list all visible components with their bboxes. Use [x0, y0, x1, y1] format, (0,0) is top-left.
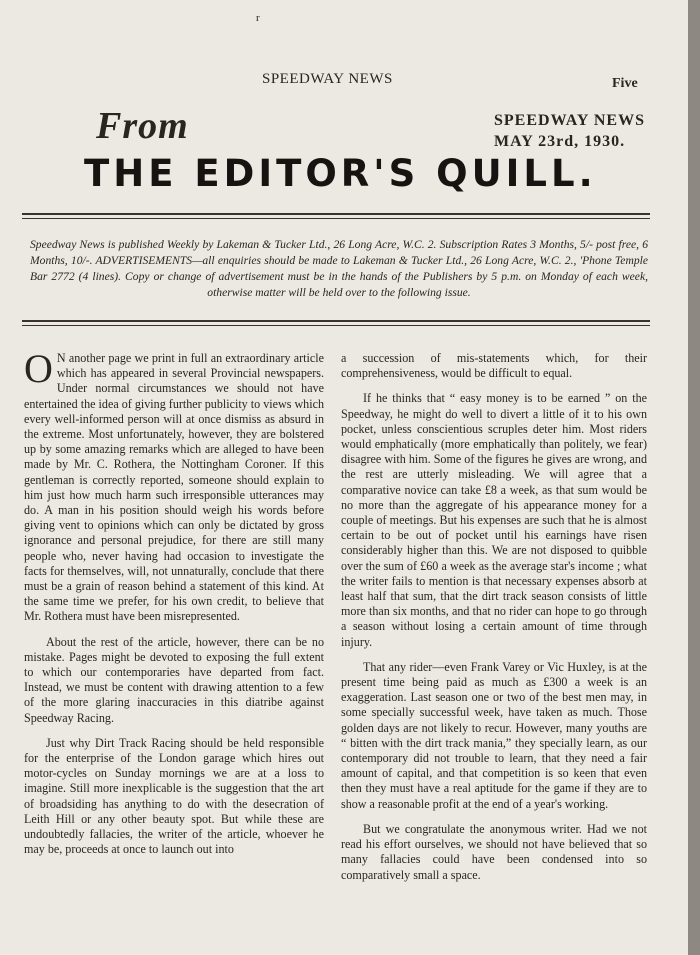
paragraph: If he thinks that “ easy money is to be earned ” on the Speedway, he might do well to divert a little of it to his own pocket, unless conscientious scruples deter him. Most riders would emphatically (more emphatically than politely, we fear) disagree with him. Some of the figures he gives are wrong, and the rest are utterly misleading. We will agree that a comparative novice can take £8 a week, as that sum would be no more than the aggregate of his appearance money for a couple of meetings. But his expenses are such that he is almost certain to be out of pocket until his earnings have risen considerably higher than this. We are not disposed to quibble over the sum of £60 a week as the average star's income ; what the writer fails to mention is that necessary expenses absorb at least half that sum, that the dirt track season consists of little more than six months, and that no rider can hope to go through a season without losing a certain amount of time through injury. — [341, 391, 647, 649]
publisher-notice: Speedway News is published Weekly by Lakeman & Tucker Ltd., 26 Long Acre, W.C. 2. Subscription Rates 3 Months, 5/- post free, 6 Months, 10/-. ADVERTISEMENTS—all enquiries should be made to Lakeman & Tucker Ltd., 26 Long Acre, W.C. 2., 'Phone Temple Bar 2772 (4 lines). Copy or change of advertisement must be in the hands of the Publishers by 5 p.m. on Monday of each week, otherwise matter will be held over to the following issue. — [30, 238, 648, 299]
masthead-info — [494, 110, 645, 152]
paragraph — [24, 346, 324, 625]
issue-date: MAY 23rd, 1930. — [494, 133, 626, 150]
page-title: THE EDITOR'S QUILL. — [84, 152, 597, 195]
divider — [22, 325, 650, 326]
page-mark: r — [256, 12, 260, 24]
divider — [22, 218, 650, 219]
article-column-right — [341, 351, 647, 893]
publication-name: SPEEDWAY NEWS — [494, 112, 645, 129]
paragraph-text: N another page we print in full an extraordinary article which has appeared in several Provincial newspapers. Under normal circumstances we should not have entertained the idea of giving further publicity to views which every well-informed person will at once dismiss as absurd in the extreme. Most unfortunately, however, they are bolstered up by some amazing remarks which are alleged to have been made by Mr. C. Rothera, the Nottingham Coroner. If this gentleman is correctly reported, someone should explain to him just how much harm such irresponsible utterances may do. A man in his position should weigh his words before giving vent to opinions which can only be dictated by gross ignorance and personal prejudice, for there are still many people who, never having had occasion to investigate the facts for themselves, will, not unnaturally, conclude that there must be a grain of reason behind a statement of this kind. At the same time we prefer, for his own credit, to believe that Mr. Rothera must have been misrepresented. — [24, 351, 324, 624]
drop-cap: O — [24, 346, 53, 391]
page-number: Five — [612, 76, 638, 91]
from-heading: From — [96, 105, 189, 147]
paragraph: That any rider—even Frank Varey or Vic Huxley, is at the present time being paid as much as £300 a week is an exaggeration. Last season one or two of the best men may, in some specially successful week, have taken as much. Those golden days are not likely to recur. However, many youths are “ bitten with the dirt track mania,” they specially learn, as our contemporary did not trouble to learn, that they need a fair amount of capital, and that competition is so keen that even then they must have a real aptitude for the game if they are to show a reasonable profit at the end of a year's working. — [341, 659, 647, 811]
paragraph: But we congratulate the anonymous writer. Had we not read his effort ourselves, we should not have believed that so many fallacies could have been condensed into so comparatively small a space. — [341, 821, 647, 882]
article-column-left — [24, 346, 324, 868]
divider — [22, 320, 650, 322]
paragraph: a succession of mis-statements which, for their comprehensiveness, would be difficult to equal. — [341, 351, 647, 381]
binding-edge — [688, 0, 700, 955]
running-head: SPEEDWAY NEWS — [262, 71, 393, 87]
divider — [22, 213, 650, 215]
paragraph: About the rest of the article, however, there can be no mistake. Pages might be devoted to exposing the full extent to which our contemporaries have departed from fact. Instead, we must be content with drawing attention to a few of the more glaring inaccuracies in this diatribe against Speedway Racing. — [24, 634, 324, 725]
paragraph: Just why Dirt Track Racing should be held responsible for the enterprise of the London garage which hires out motor-cycles on Sunday mornings we are at a loss to imagine. Still more inexplicable is the suggestion that the art of broadsiding has anything to do with the desecration of Leith Hill or any other beauty spot. But while these are undoubtedly fallacies, the writer of the article, whoever he may be, proceeds at once to launch out into — [24, 735, 324, 857]
